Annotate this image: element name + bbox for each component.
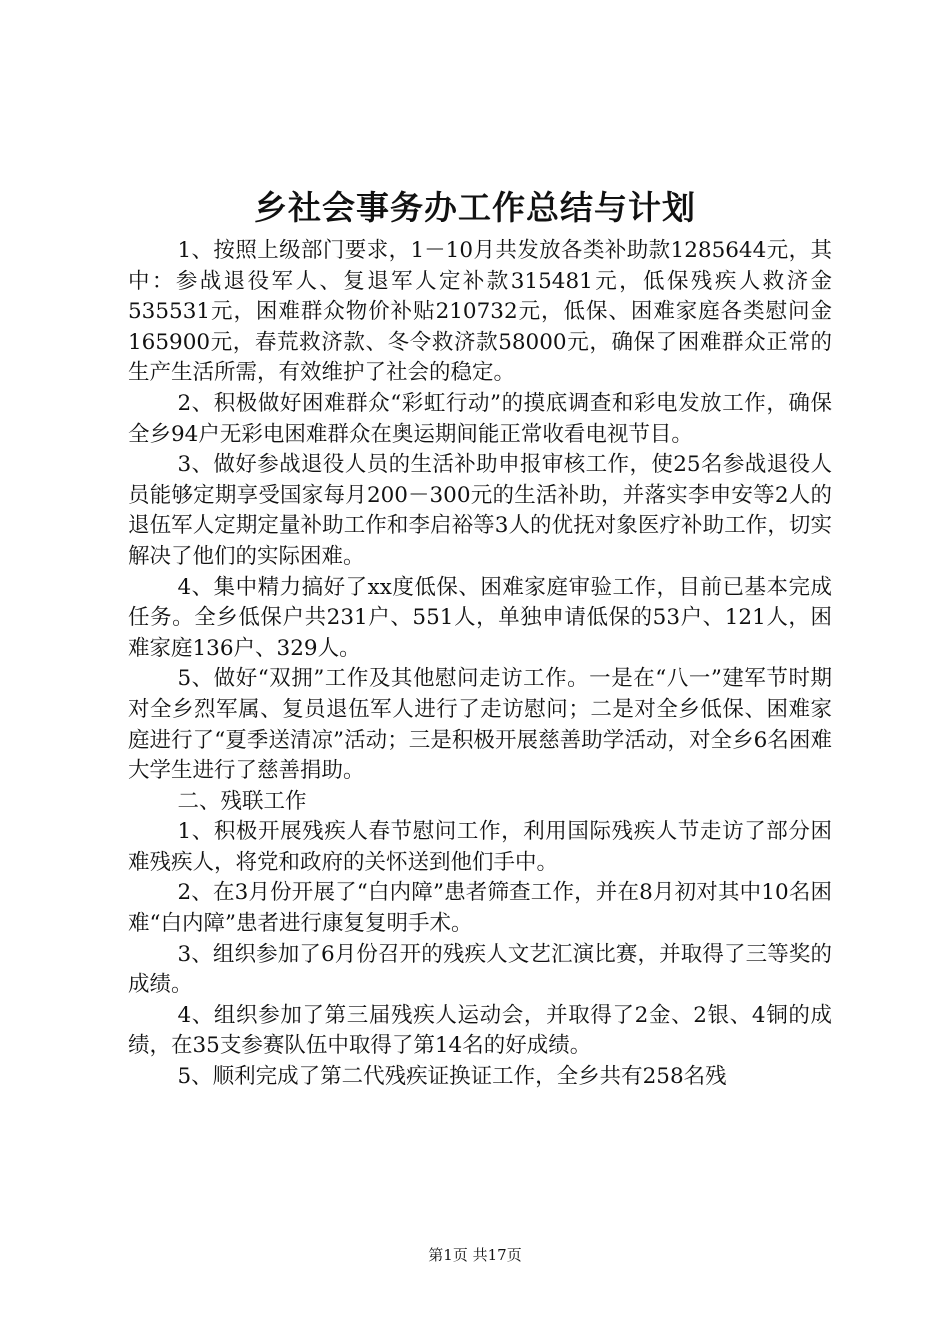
document-body — [128, 236, 832, 1093]
paragraph: 1、积极开展残疾人春节慰问工作，利用国际残疾人节走访了部分困难残疾人，将党和政府的关怀送到他们手中。 — [128, 819, 832, 875]
paragraph: 2、积极做好困难群众“彩虹行动”的摸底调查和彩电发放工作，确保全乡94户无彩电困难群众在奥运期间能正常收看电视节目。 — [128, 390, 832, 447]
paragraph: 5、顺利完成了第二代残疾证换证工作，全乡共有258名残 — [177, 1064, 727, 1090]
paragraph: 4、组织参加了第三届残疾人运动会，并取得了2金、2银、4铜的成绩，在35支参赛队伍中取得了第14名的好成绩。 — [128, 1002, 832, 1059]
paragraph: 3、组织参加了6月份召开的残疾人文艺汇演比赛，并取得了三等奖的成绩。 — [128, 941, 832, 998]
paragraph: 3、做好参战退役人员的生活补助申报审核工作，使25名参战退役人员能够定期享受国家每月200－300元的生活补助，并落实李申安等2人的退伍军人定期定量补助工作和李启裕等3人的优抚对象医疗补助工作，切实解决了他们的实际困难。 — [128, 452, 832, 569]
page-number-footer: 第1页 共17页 — [428, 1246, 522, 1264]
paragraph: 4、集中精力搞好了xx度低保、困难家庭审验工作，目前已基本完成任务。全乡低保户共231户、551人，单独申请低保的53户、121人，困难家庭136户、329人。 — [128, 574, 832, 661]
paragraph: 2、在3月份开展了“白内障”患者筛查工作，并在8月初对其中10名困难“白内障”患者进行康复复明手术。 — [128, 880, 832, 937]
section-heading: 二、残联工作 — [177, 788, 307, 814]
paragraph: 1、按照上级部门要求，1－10月共发放各类补助款1285644元，其中：参战退役军人、复退军人定补款315481元，低保残疾人救济金535531元，困难群众物价补贴210732元，低保、困难家庭各类慰问金165900元，春荒救济款、冬令救济款58000元，确保了困难群众正常的生产生活所需，有效维护了社会的稳定。 — [128, 238, 832, 386]
paragraph: 5、做好“双拥”工作及其他慰问走访工作。一是在“八一”建军节时期对全乡烈军属、复员退伍军人进行了走访慰问；二是对全乡低保、困难家庭进行了“夏季送清凉”活动；三是积极开展慈善助学活动，对全乡6名困难大学生进行了慈善捐助。 — [128, 666, 832, 784]
document-title: 乡社会事务办工作总结与计划 — [254, 188, 696, 227]
